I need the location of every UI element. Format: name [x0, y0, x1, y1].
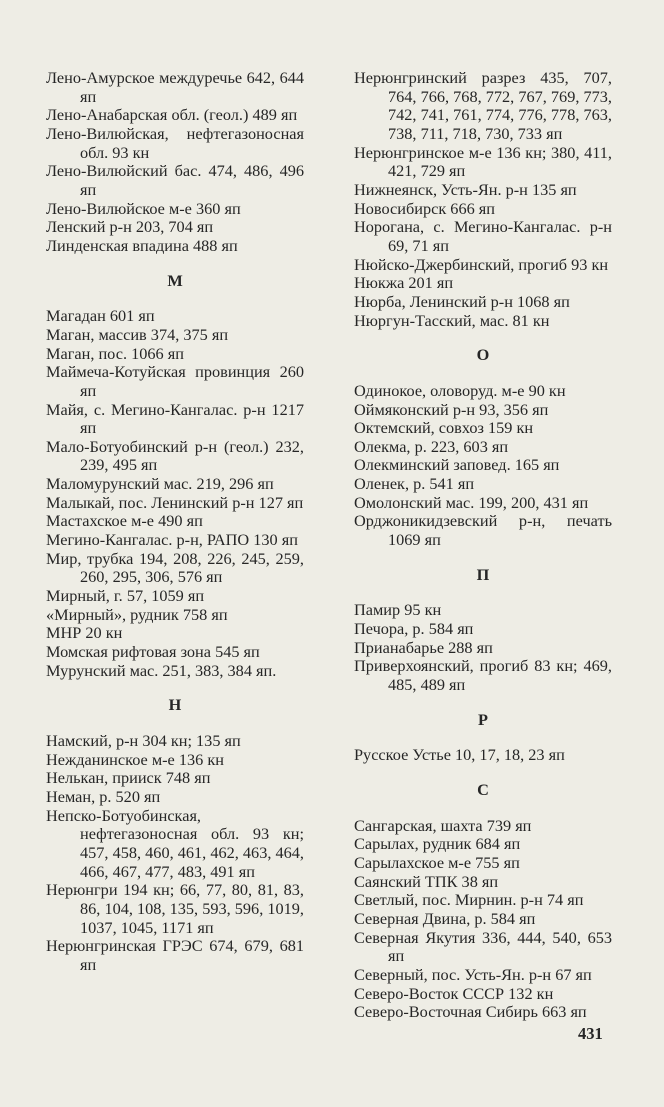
index-entry: «Мирный», рудник 758 яп — [46, 604, 228, 624]
section-letter-heading: С — [477, 780, 489, 799]
section-letter-heading: О — [476, 345, 490, 365]
index-entry: Сангарская, шахта 739 яп — [354, 815, 532, 835]
index-entry: Ленский р-н 203, 704 яп — [46, 217, 214, 237]
index-entry: Мурунский мас. 251, 383, 384 яп. — [46, 660, 277, 680]
index-entry: Лено-Анабарская обл. (геол.) 489 яп — [46, 105, 298, 125]
index-entry: Сарылахское м-е 755 яп — [354, 852, 520, 872]
index-entry: Майя, с. Мегино-Кангалас. р-н 1217 яп — [46, 399, 304, 438]
index-entry: Маган, массив 374, 375 яп — [46, 324, 229, 344]
index-entry: Орджоникидзевский р-н, печать 1069 яп — [354, 511, 612, 550]
index-entry: Печора, р. 584 яп — [354, 619, 474, 639]
index-entry: Нюргун-Тасский, мас. 81 кн — [354, 310, 550, 330]
index-entry: Нерюнгринский разрез 435, 707, 764, 766, 768, 772, 767, 769, 773, 742, 741, 761, 774, 776, 778, 763, 738, 711, 718, 730, 733 яп — [354, 68, 612, 143]
section-letter-heading: Р — [478, 709, 488, 729]
index-entry: Светлый, пос. Мирнин. р-н 74 яп — [354, 890, 584, 910]
index-entry: МНР 20 кн — [46, 623, 123, 643]
index-entry: Момская рифтовая зона 545 яп — [46, 642, 260, 662]
index-entry: Нелькан, прииск 748 яп — [46, 768, 211, 788]
index-entry: Омолонский мас. 199, 200, 431 яп — [354, 492, 589, 512]
page-number: 431 — [578, 1024, 603, 1043]
index-entry: Оймяконский р-н 93, 356 яп — [354, 399, 549, 419]
index-entry: Нерюнгринская ГРЭС 674, 679, 681 яп — [46, 936, 304, 974]
index-entry: Нерюнгри 194 кн; 66, 77, 80, 81, 83, 86, 104, 108, 135, 593, 596, 1019, 1037, 1045, 1171 яп — [46, 880, 304, 937]
index-entry: Мирный, г. 57, 1059 яп — [46, 586, 205, 606]
index-entry: Северная Двина, р. 584 яп — [354, 908, 536, 928]
index-entry: Саянский ТПК 38 яп — [354, 871, 499, 891]
index-entry: Олекминский заповед. 165 яп — [354, 455, 560, 475]
index-entry: Норогана, с. Мегино-Кангалас. р-н 69, 71 яп — [354, 217, 612, 255]
index-entry: Мастахское м-е 490 яп — [46, 511, 203, 531]
index-entry: Маймеча-Котуйская провинция 260 яп — [46, 362, 304, 400]
index-entry: Прианабарье 288 яп — [354, 637, 493, 657]
index-entry: Маган, пос. 1066 яп — [46, 343, 184, 363]
index-entry: Лено-Вилюйское м-е 360 яп — [46, 198, 241, 218]
section-letter-heading: М — [167, 270, 183, 290]
index-entry: Мир, трубка 194, 208, 226, 245, 259, 260, 295, 306, 576 яп — [46, 548, 304, 587]
index-entry: Северная Якутия 336, 444, 540, 653 яп — [354, 927, 612, 966]
index-column-right — [354, 69, 612, 1022]
index-entry: Линденская впадина 488 яп — [46, 235, 238, 255]
index-entry: Северо-Восток СССР 132 кн — [354, 983, 554, 1003]
index-entry: Памир 95 кн — [354, 600, 442, 620]
index-entry: Лено-Вилюйская, нефтегазоносная обл. 93 кн — [46, 123, 304, 162]
index-entry: Нерюнгринское м-е 136 кн; 380, 411, 421, 729 яп — [354, 142, 612, 181]
index-entry: Северо-Восточная Сибирь 663 яп — [354, 1002, 587, 1022]
index-entry: Нюкжа 201 яп — [354, 273, 454, 293]
section-letter-heading: П — [476, 564, 490, 584]
index-entry: Нежданинское м-е 136 кн — [46, 749, 224, 769]
index-entry: Магадан 601 яп — [46, 306, 155, 326]
index-entry: Мало-Ботуобинский р-н (геол.) 232, 239, 495 яп — [46, 436, 304, 475]
index-entry: Нюйско-Джербинский, прогиб 93 кн — [354, 254, 609, 274]
index-column-left — [46, 69, 304, 975]
section-letter-heading: Н — [168, 695, 182, 715]
index-entry: Сарылах, рудник 684 яп — [354, 834, 521, 854]
index-entry: Русское Устье 10, 17, 18, 23 яп — [354, 745, 565, 765]
index-entry: Намский, р-н 304 кн; 135 яп — [46, 731, 241, 750]
index-entry: Неман, р. 520 яп — [46, 786, 161, 806]
index-entry: Оленек, р. 541 яп — [354, 474, 475, 494]
index-entry: Октемский, совхоз 159 кн — [354, 418, 534, 438]
index-entry: Олекма, р. 223, 603 яп — [354, 436, 509, 456]
index-entry: Приверхоянский, прогиб 83 кн; 469, 485, 489 яп — [354, 656, 612, 695]
index-entry: Малыкай, пос. Ленинский р-н 127 яп — [46, 492, 304, 512]
index-entry: Непско-Ботуобинская, нефтегазоносная обл. 93 кн; 457, 458, 460, 461, 462, 463, 464, 466, 467, 477, 483, 491 яп — [46, 805, 304, 881]
index-entry: Одинокое, оловоруд. м-е 90 кн — [354, 380, 566, 400]
index-entry: Нижнеянск, Усть-Ян. р-н 135 яп — [354, 179, 577, 199]
index-entry: Северный, пос. Усть-Ян. р-н 67 яп — [354, 964, 592, 984]
index-entry: Новосибирск 666 яп — [354, 198, 495, 218]
index-entry: Нюрба, Ленинский р-н 1068 яп — [354, 291, 570, 311]
index-entry: Мегино-Кангалас. р-н, РАПО 130 яп — [46, 530, 298, 550]
index-entry: Маломурунский мас. 219, 296 яп — [46, 474, 274, 494]
index-entry: Лено-Амурское междуречье 642, 644 яп — [46, 68, 304, 106]
index-entry: Лено-Вилюйский бас. 474, 486, 496 яп — [46, 161, 304, 199]
